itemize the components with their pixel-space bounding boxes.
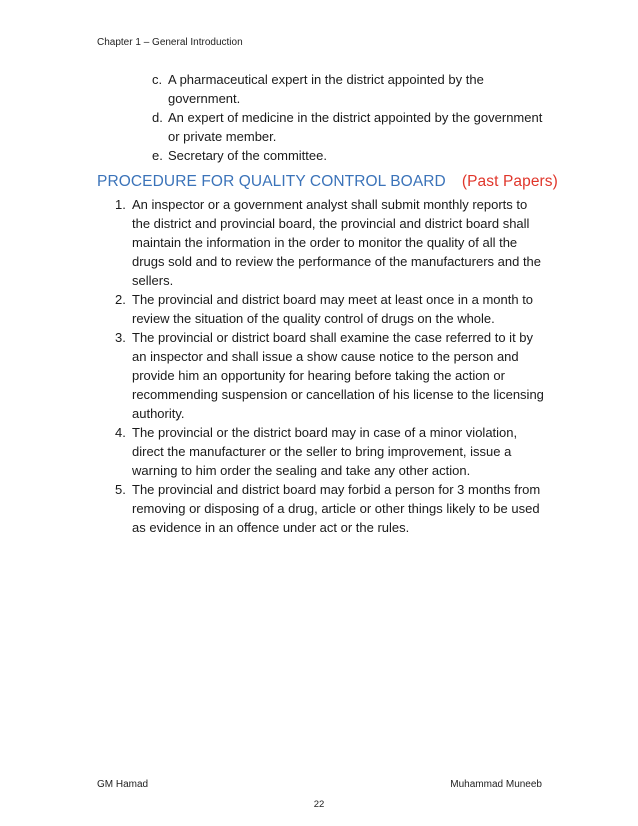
footer-author-left: GM Hamad — [97, 779, 149, 790]
list-item-text: An inspector or a government analyst shall submit monthly reports to the district and provincial board, the provincial and district board shall maintain the information in the order to monitor the quality of all the drugs sold and to review the performance of the manufacturers and the sellers. — [132, 197, 542, 288]
list-item — [152, 108, 552, 146]
list-item — [152, 146, 552, 165]
list-item — [152, 70, 552, 108]
list-item-text: A pharmaceutical expert in the district appointed by the government. — [168, 72, 484, 106]
section-title: PROCEDURE FOR QUALITY CONTROL BOARD — [97, 173, 446, 190]
list-item-text: The provincial and district board may meet at least once in a month to review the situation of the quality control of drugs on the whole. — [132, 292, 534, 326]
list-item — [115, 480, 547, 537]
list-item-text: The provincial or district board shall examine the case referred to it by an inspector and shall issue a show cause notice to the person and provide him an opportunity for hearing before taking the action or recommending suspension or cancellation of his license to the licensing authority. — [132, 330, 544, 421]
list-marker: 2. — [115, 292, 126, 307]
list-marker: d. — [152, 110, 163, 125]
past-papers-tag: (Past Papers) — [461, 173, 558, 190]
list-marker: 3. — [115, 330, 126, 345]
list-marker: e. — [152, 148, 163, 163]
section-heading — [97, 173, 558, 191]
footer-author-right: Muhammad Muneeb — [450, 779, 542, 790]
list-marker: c. — [152, 72, 163, 87]
list-item — [115, 290, 547, 328]
list-item-text: The provincial and district board may forbid a person for 3 months from removing or disposing of a drug, article or other things likely to be used as evidence in an offence under act or the rules. — [132, 482, 541, 535]
list-marker: 4. — [115, 425, 126, 440]
committee-member-list — [152, 70, 552, 165]
page-number: 22 — [313, 799, 325, 810]
list-item-text: Secretary of the committee. — [168, 148, 327, 163]
list-item-text: An expert of medicine in the district appointed by the government or private member. — [168, 110, 543, 144]
list-item — [115, 195, 547, 290]
list-item-text: The provincial or the district board may in case of a minor violation, direct the manufacturer or the seller to bring improvement, issue a warning to him order the sealing and take any other action. — [132, 425, 518, 478]
list-item — [115, 423, 547, 480]
list-marker: 5. — [115, 482, 126, 497]
procedure-list — [115, 195, 547, 537]
list-item — [115, 328, 547, 423]
chapter-header: Chapter 1 – General Introduction — [97, 37, 243, 48]
list-marker: 1. — [115, 197, 126, 212]
